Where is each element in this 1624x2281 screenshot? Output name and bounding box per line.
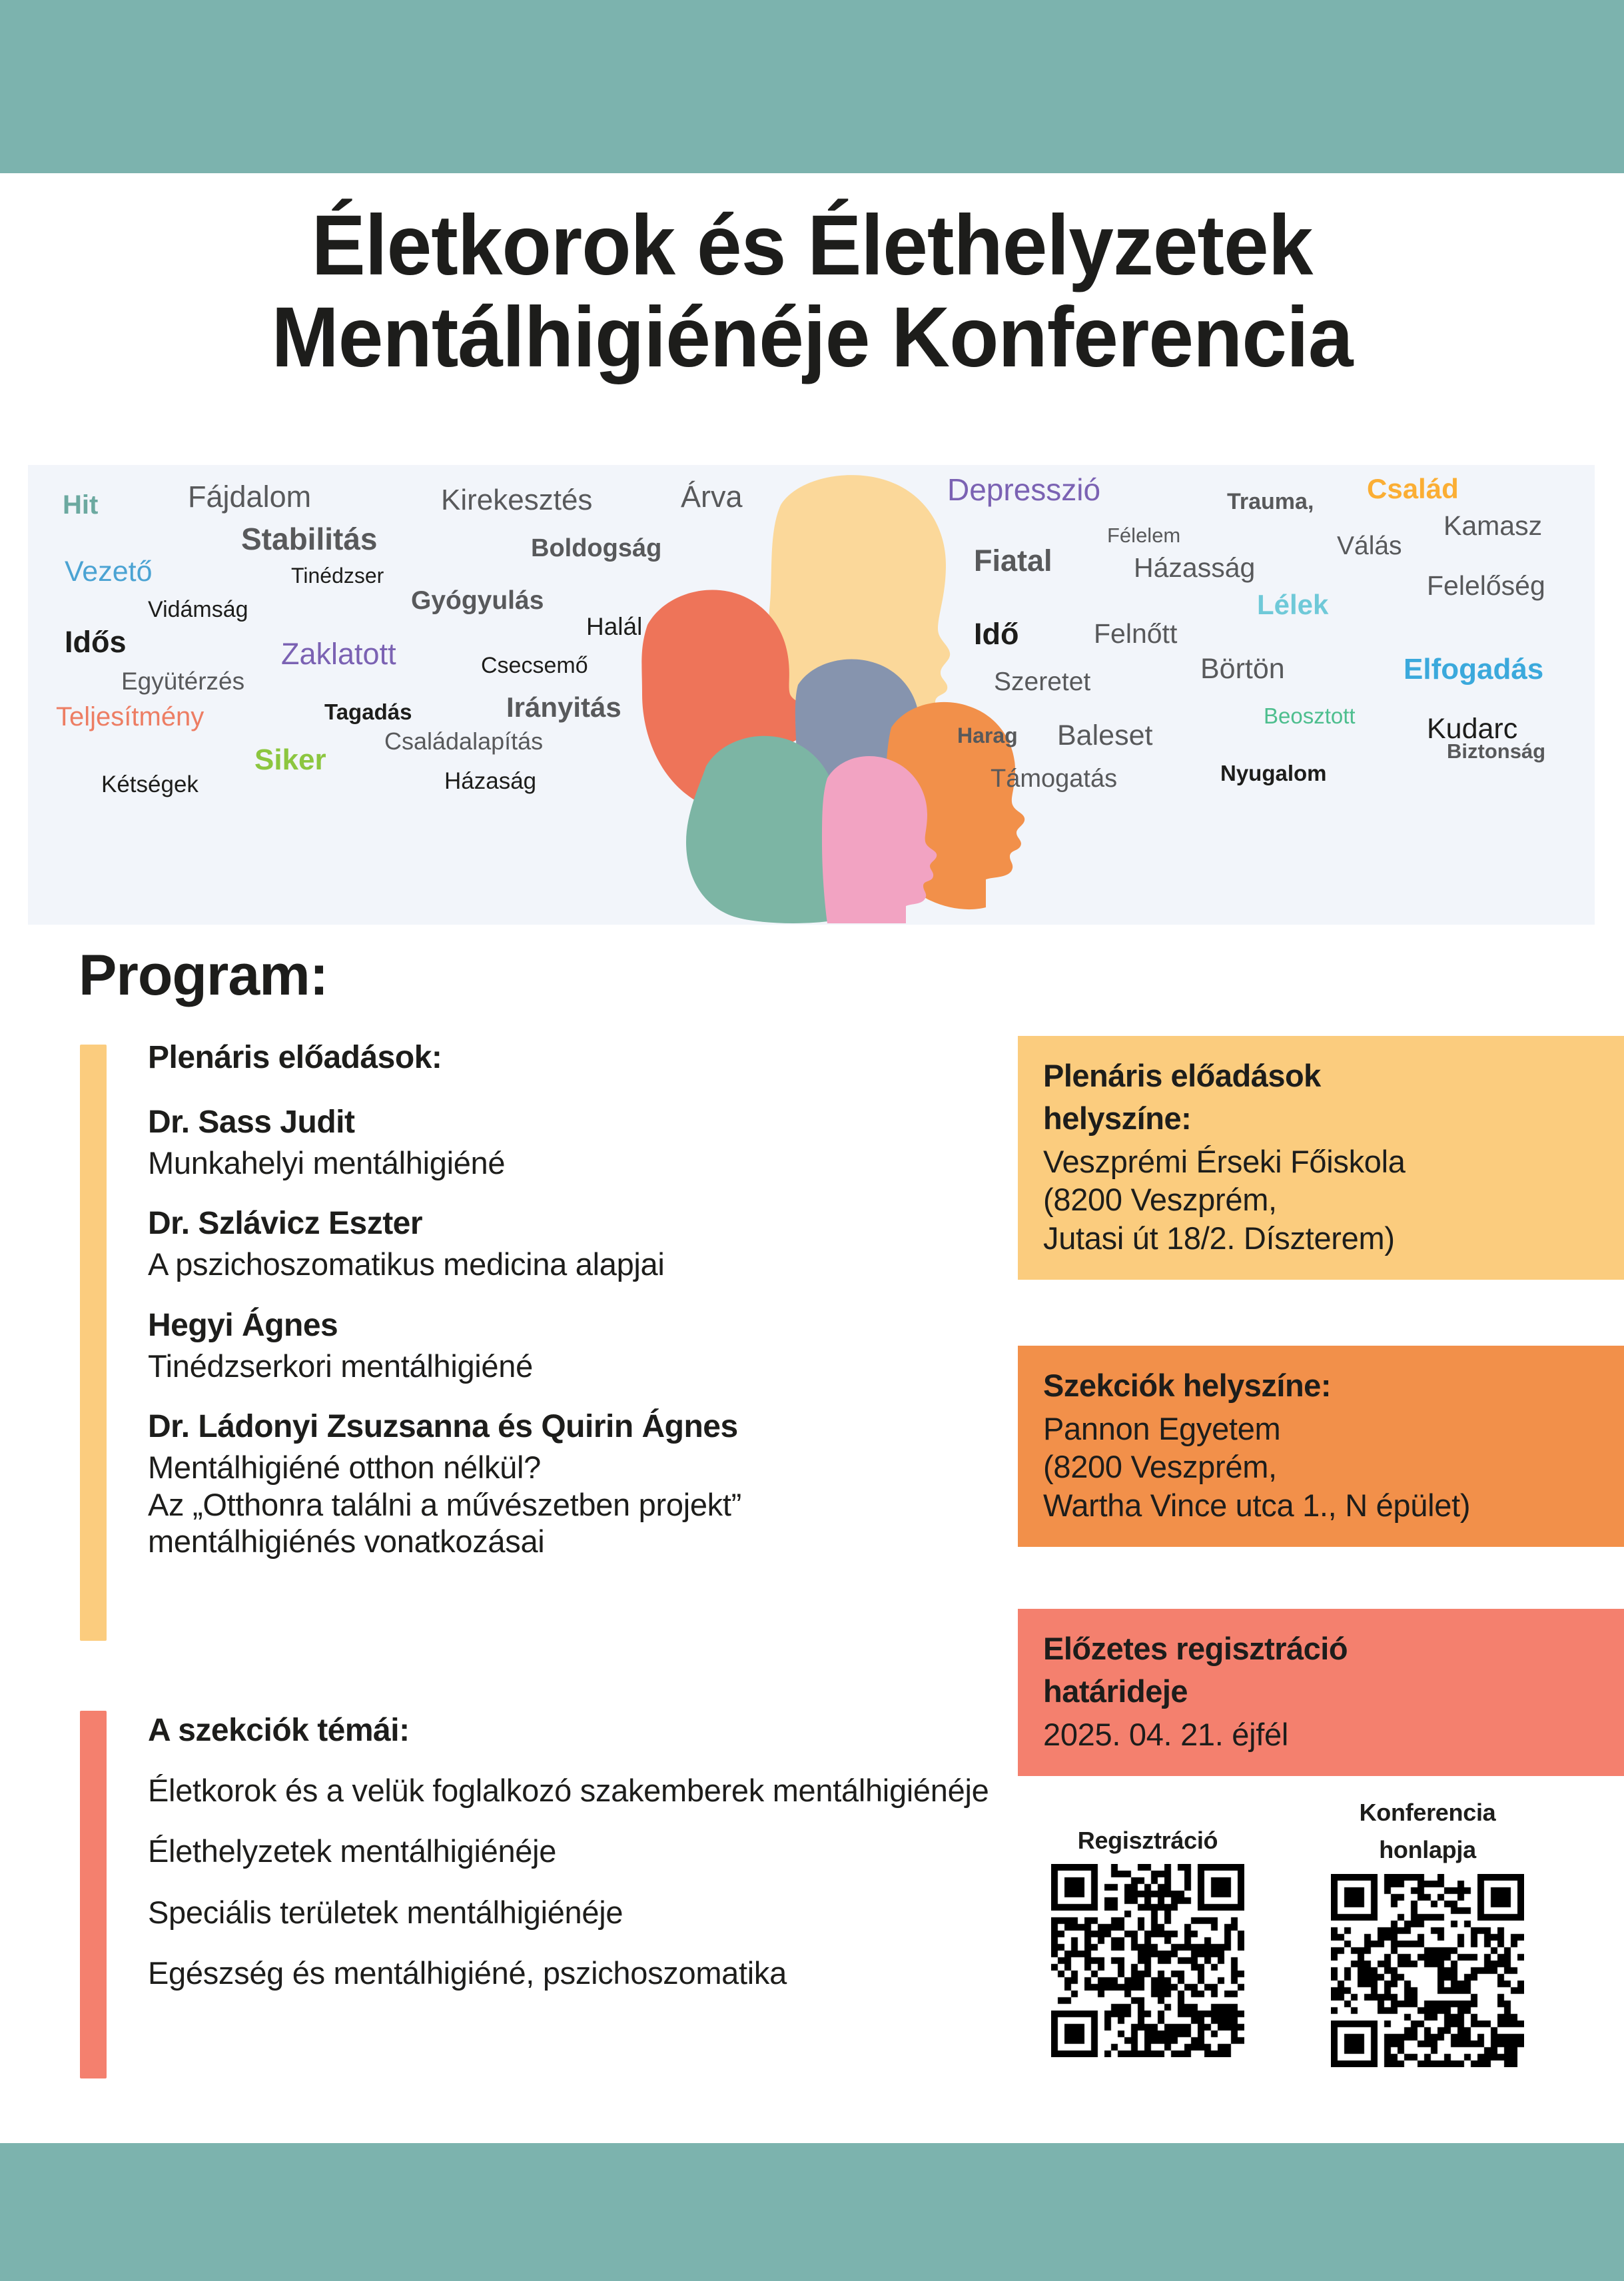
sections-accent-bar [80, 1711, 107, 2078]
word-cloud-term: Kétségek [101, 771, 199, 797]
word-cloud-term: Idős [65, 625, 127, 659]
list-item: Élethelyzetek mentálhigiénéje [148, 1833, 557, 1869]
word-cloud-term: Hit [63, 490, 99, 520]
word-cloud-term: Harag [957, 723, 1018, 747]
word-cloud-term: Szeretet [994, 668, 1091, 696]
word-cloud-term: Stabilitás [241, 522, 378, 556]
word-cloud-term: Felelőség [1427, 570, 1545, 601]
word-cloud-term: Gyógyulás [411, 586, 544, 615]
plenary-accent-bar [80, 1045, 107, 1641]
sections-heading: A szekciók témái: [148, 1713, 410, 1748]
venue-name: Pannon Egyetem [1043, 1410, 1281, 1446]
venue-address-line2: Wartha Vince utca 1., N épület) [1043, 1487, 1471, 1523]
card-heading: Szekciók helyszíne: [1043, 1368, 1331, 1403]
card-heading-line2: helyszíne: [1043, 1100, 1192, 1136]
word-cloud-term: Halál [586, 613, 643, 640]
word-cloud-term: Elfogadás [1404, 653, 1544, 685]
plenary-item [148, 1307, 994, 1384]
website-qr-code[interactable] [1331, 1874, 1524, 2067]
card-heading-line1: Előzetes regisztráció [1043, 1631, 1348, 1666]
plenary-item [148, 1408, 994, 1560]
speaker-topic: A pszichoszomatikus medicina alapjai [148, 1246, 665, 1282]
speaker-topic: Mentálhigiéné otthon nélkül? [148, 1450, 541, 1486]
top-color-band [0, 0, 1624, 173]
word-cloud-term: Tagadás [324, 699, 412, 724]
word-cloud-term: Vezető [65, 556, 153, 588]
word-cloud-term: Idő [974, 617, 1019, 651]
plenary-list [148, 1039, 994, 1584]
card-heading-line1: Plenáris előadások [1043, 1058, 1321, 1093]
registration-qr-block[interactable] [1038, 1827, 1258, 2060]
word-cloud-term: Félelem [1107, 524, 1181, 547]
word-cloud-term: Kirekesztés [441, 484, 593, 516]
word-cloud-term: Teljesítmény [56, 702, 204, 731]
venue-name: Veszprémi Érseki Főiskola [1043, 1143, 1406, 1179]
word-cloud-term: Lélek [1257, 589, 1329, 620]
word-cloud-term: Családalapítás [384, 727, 544, 755]
word-cloud-term: Kudarc [1427, 713, 1518, 745]
list-item: Életkorok és a velük foglalkozó szakemberek mentálhigiénéje [148, 1773, 989, 1808]
plenary-item [148, 1205, 994, 1282]
word-cloud-term: Trauma, [1227, 489, 1314, 514]
word-cloud-term: Együtérzés [121, 668, 245, 695]
word-cloud-term: Házasság [1134, 552, 1256, 583]
speaker-topic: Tinédzserkori mentálhigiéné [148, 1348, 533, 1384]
word-cloud-term: Baleset [1057, 719, 1153, 751]
speaker-name: Dr. Sass Judit [148, 1105, 355, 1140]
speaker-name: Dr. Szlávicz Eszter [148, 1206, 423, 1242]
word-cloud-term: Válás [1337, 532, 1402, 560]
website-qr-block[interactable] [1318, 1799, 1537, 2070]
plenary-item [148, 1104, 994, 1181]
registration-deadline-card [1018, 1609, 1624, 1776]
word-cloud-term: Felnőtt [1094, 618, 1178, 649]
list-item: Egészség és mentálhigiéné, pszichoszomatika [148, 1955, 787, 1991]
card-heading-line2: határideje [1043, 1673, 1188, 1709]
word-cloud-term: Tinédzser [291, 564, 384, 588]
title-line-2: Mentálhigiénéje Konferencia [271, 290, 1353, 386]
word-cloud-term: Depresszió [947, 472, 1101, 507]
speaker-topic-line2: Az „Otthonra találni a művészetben projekt” [148, 1486, 741, 1522]
word-cloud-term: Támogatás [991, 765, 1118, 793]
registration-qr-label: Regisztráció [1077, 1827, 1218, 1854]
title-line-1: Életkorok és Élethelyzetek [311, 198, 1313, 293]
plenary-heading: Plenáris előadások: [148, 1040, 442, 1075]
website-qr-label-line2: honlapja [1379, 1836, 1476, 1864]
word-cloud-term: Fiatal [974, 544, 1052, 578]
deadline-date: 2025. 04. 21. éjfél [1043, 1716, 1288, 1752]
word-cloud-term: Család [1367, 473, 1459, 504]
head-silhouettes-illustration [627, 465, 1054, 925]
speaker-name: Hegyi Ágnes [148, 1307, 338, 1343]
bottom-color-band [0, 2143, 1624, 2281]
word-cloud-term: Börtön [1200, 653, 1285, 685]
speaker-name: Dr. Ládonyi Zsuzsanna és Quirin Ágnes [148, 1409, 738, 1445]
poster-title [0, 200, 1624, 384]
word-cloud-term: Boldogság [531, 534, 662, 562]
sections-list [148, 1772, 994, 2016]
word-cloud-term: Csecsemő [481, 653, 588, 678]
list-item: Speciális területek mentálhigiénéje [148, 1894, 623, 1930]
speaker-topic: Munkahelyi mentálhigiéné [148, 1145, 506, 1180]
venue-address-line1: (8200 Veszprém, [1043, 1449, 1277, 1485]
word-cloud-term: Árva [681, 480, 743, 514]
word-cloud-term: Fájdalom [188, 480, 312, 514]
word-cloud [28, 465, 1595, 925]
word-cloud-term: Nyugalom [1220, 761, 1327, 785]
word-cloud-term: Vidámság [148, 597, 248, 622]
word-cloud-term: Siker [254, 743, 326, 776]
plenary-venue-card [1018, 1036, 1624, 1280]
word-cloud-term: Kamasz [1443, 510, 1543, 541]
word-cloud-term: Biztonság [1447, 739, 1546, 763]
word-cloud-term: Házaság [444, 768, 537, 794]
venue-address-line2: Jutasi út 18/2. Díszterem) [1043, 1220, 1395, 1256]
word-cloud-term: Irányitás [506, 691, 621, 723]
word-cloud-term: Beosztott [1264, 703, 1356, 728]
speaker-topic-line3: mentálhigiénés vonatkozásai [148, 1524, 545, 1560]
sections-venue-card [1018, 1346, 1624, 1547]
registration-qr-code[interactable] [1051, 1864, 1244, 2057]
website-qr-label-line1: Konferencia [1359, 1799, 1496, 1826]
word-cloud-term: Zaklatott [281, 637, 396, 671]
page-title: Program: [79, 943, 328, 1007]
venue-address-line1: (8200 Veszprém, [1043, 1182, 1277, 1218]
